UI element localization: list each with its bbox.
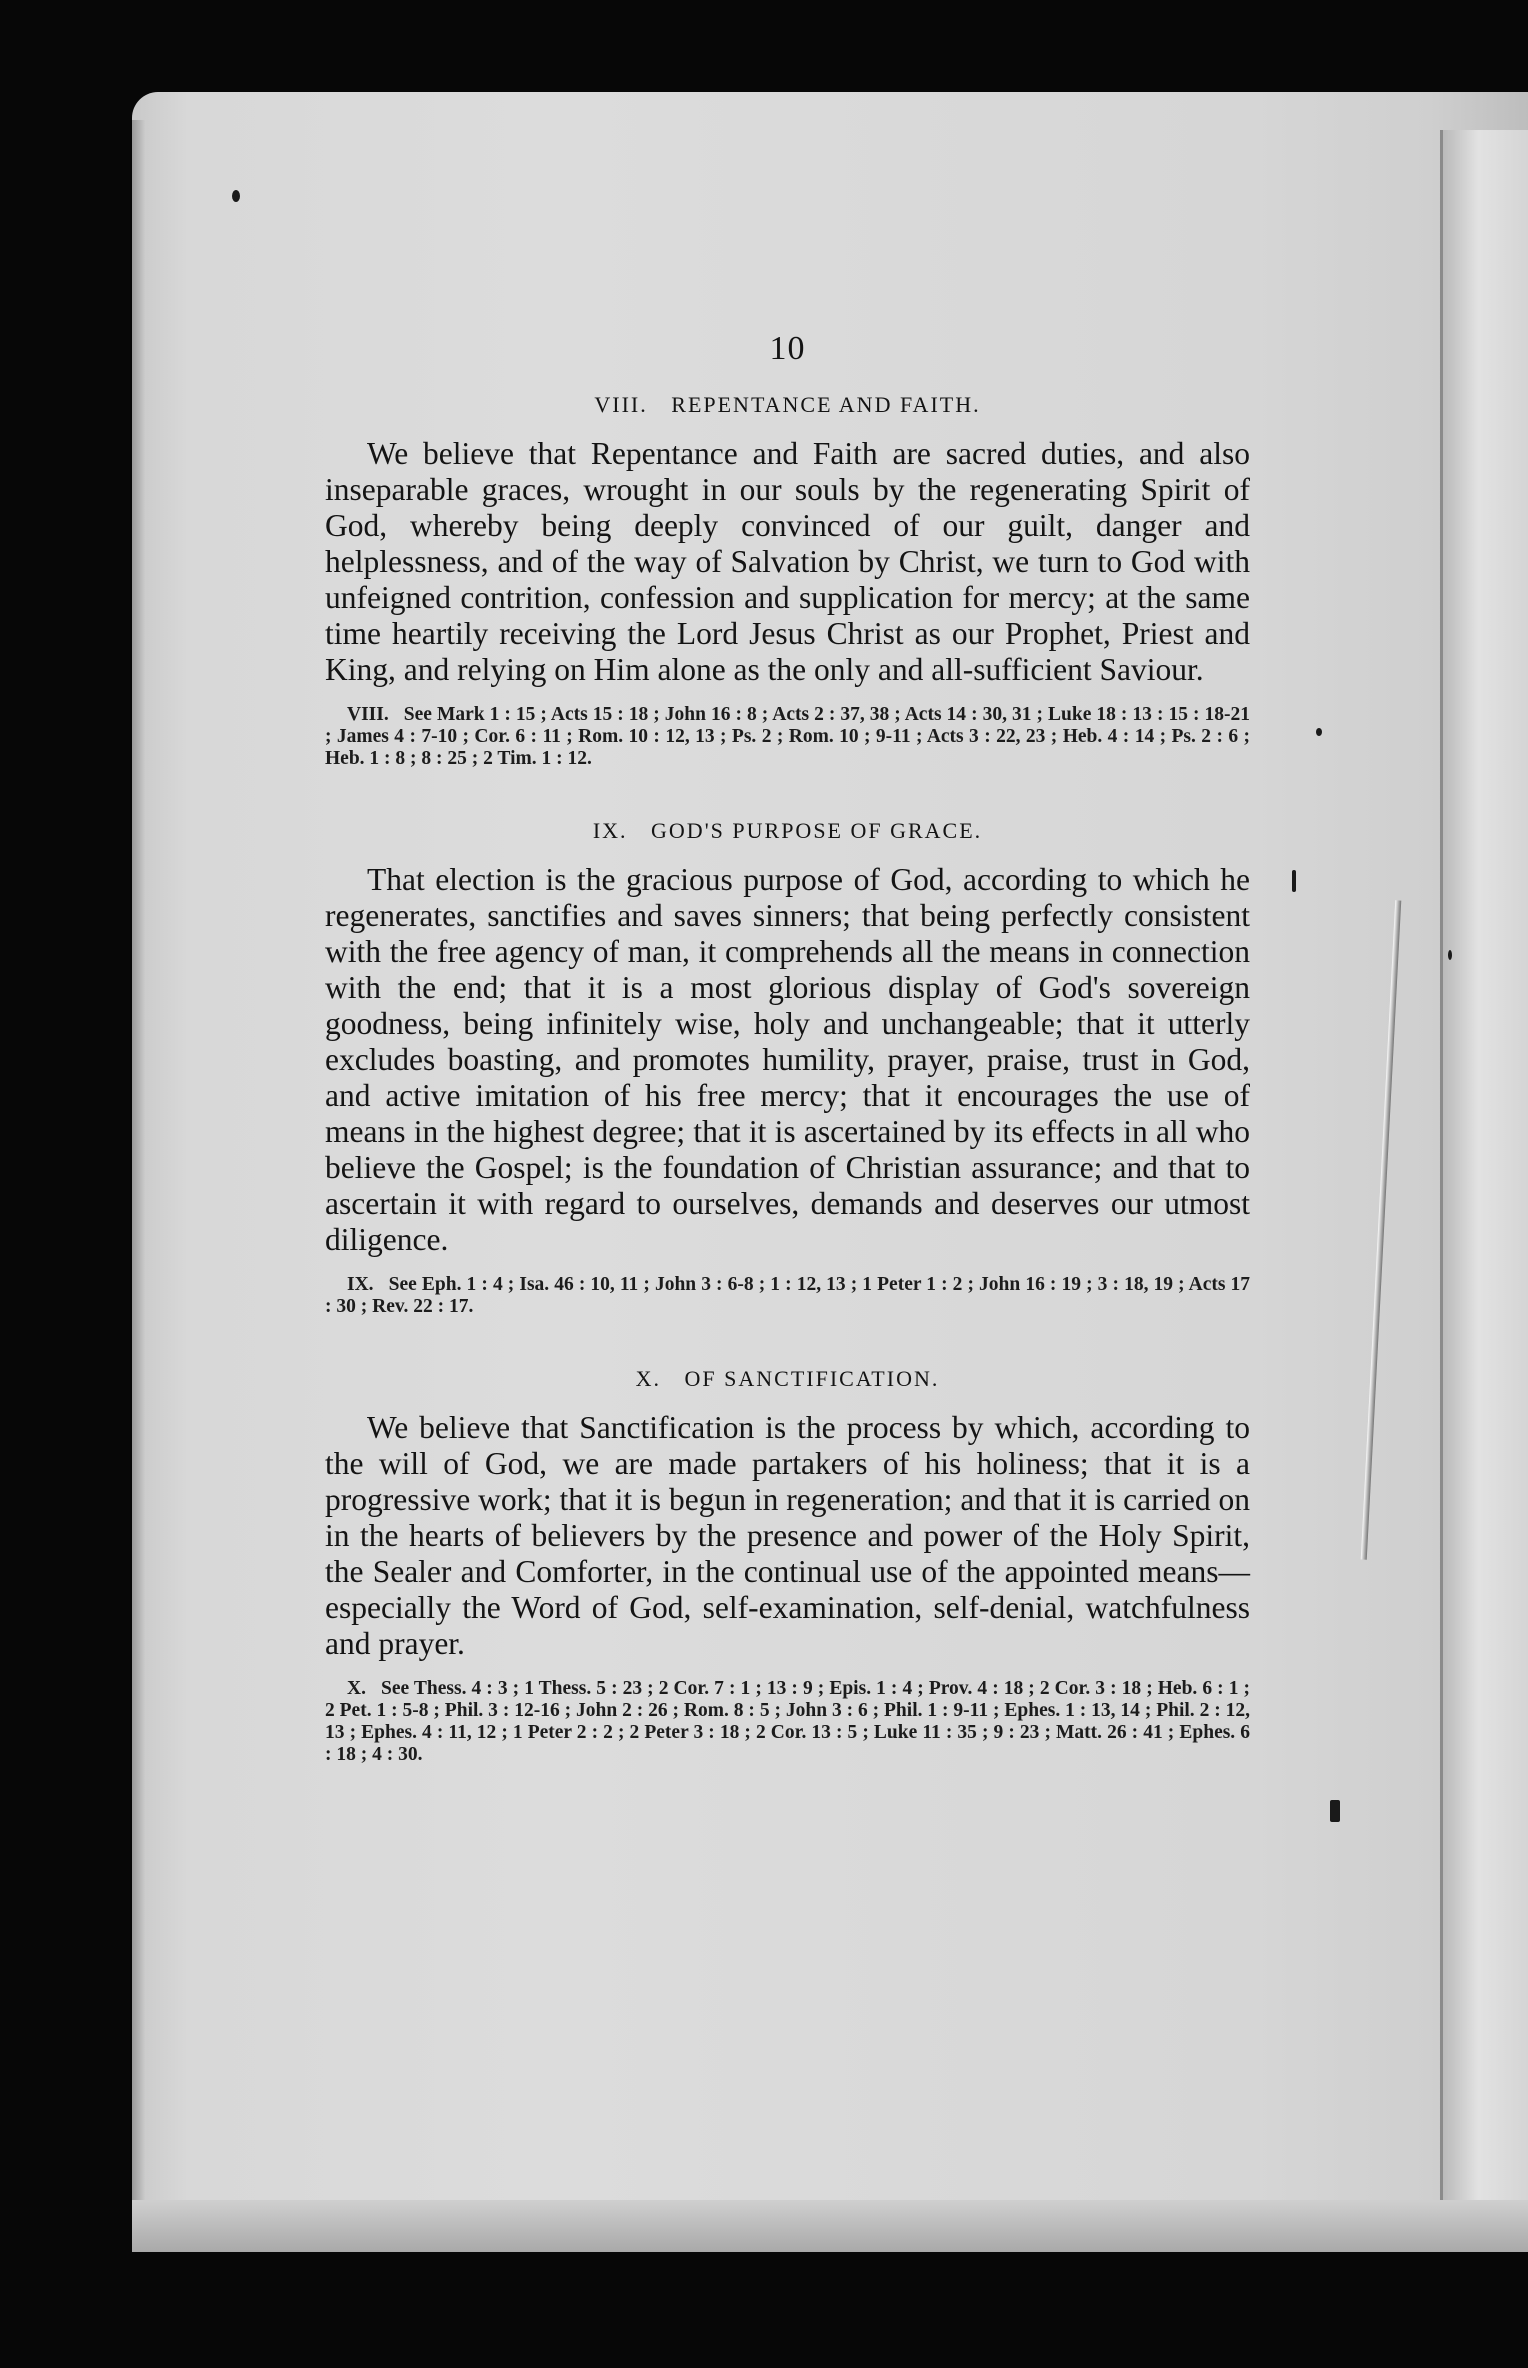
page-text — [325, 330, 1250, 1814]
scripture-references — [325, 1678, 1250, 1766]
page-left-edge — [132, 120, 146, 2230]
references-label: VIII. — [347, 704, 389, 725]
section-heading — [325, 818, 1250, 844]
section-body: We believe that Repentance and Faith are sacred duties, and also inseparable graces, wrought in our souls by the regenerating Spirit of God, whereby being deeply convinced of our guilt, danger and helplessness, and of the way of Salvation by Christ, we turn to God with unfeigned contrition, confession and supplication for mercy; at the same time heartily receiving the Lord Jesus Christ as our Prophet, Priest and King, and relying on Him alone as the only and all-sufficient Saviour. — [325, 436, 1250, 687]
section-heading — [325, 392, 1250, 418]
section-title: GOD'S PURPOSE OF GRACE. — [651, 818, 983, 843]
section-gods-purpose-of-grace — [325, 818, 1250, 1318]
ink-speck — [1330, 1800, 1340, 1822]
ink-speck — [1316, 728, 1322, 736]
page-number: 10 — [769, 330, 806, 367]
section-of-sanctification — [325, 1366, 1250, 1766]
section-numeral: IX. — [592, 818, 628, 843]
scripture-references — [325, 704, 1250, 770]
ink-speck — [232, 190, 240, 202]
section-title: REPENTANCE AND FAITH. — [671, 392, 981, 417]
section-body: That election is the gracious purpose of God, according to which he regenerates, sanctifies and saves sinners; that being perfectly consistent with the free agency of man, it comprehends all the means in connection with the end; that it is a most glorious display of God's sovereign goodness, being infinitely wise, holy and unchangeable; that it utterly excludes boasting, and promotes humility, prayer, praise, trust in God, and active imitation of his free mercy; that it encourages the use of means in the highest degree; that it is ascertained by its effects in all who believe the Gospel; is the foundation of Christian assurance; and that to ascertain it with regard to ourselves, demands and deserves our utmost diligence. — [325, 862, 1250, 1257]
section-body: We believe that Sanctification is the process by which, according to the will of God, we are made partakers of his holiness; that it is a progressive work; that it is begun in regeneration; and that it is carried on in the hearts of believers by the presence and power of the Holy Spirit, the Sealer and Comforter, in the continual use of the appointed means—especially the Word of God, self-examination, self-denial, watchfulness and prayer. — [325, 1410, 1250, 1661]
references-text: See Mark 1 : 15 ; Acts 15 : 18 ; John 16 : 8 ; Acts 2 : 37, 38 ; Acts 14 : 30, 31 ; Luke 18 : 13 : 15 : 18-21 ; James 4 : 7-10 ; Cor. 6 : 11 ; Rom. 10 : 12, 13 ; Ps. 2 ; Rom. 10 ; 9-11 ; Acts 3 : 22, 23 ; Heb. 4 : 14 ; Ps. 2 : 6 ; Heb. 1 : 8 ; 8 : 25 ; 2 Tim. 1 : 12. — [325, 704, 1251, 769]
ink-speck — [1292, 870, 1296, 892]
section-repentance-and-faith — [325, 392, 1250, 770]
ink-speck — [1448, 950, 1452, 960]
references-label: X. — [347, 1678, 366, 1699]
adjacent-page-edge — [1440, 130, 1528, 2250]
scripture-references — [325, 1274, 1250, 1318]
references-label: IX. — [347, 1274, 374, 1295]
references-text: See Thess. 4 : 3 ; 1 Thess. 5 : 23 ; 2 Cor. 7 : 1 ; 13 : 9 ; Epis. 1 : 4 ; Prov. 4 : 18 ; 2 Cor. 3 : 18 ; Heb. 6 : 1 ; 2 Pet. 1 : 5-8 ; Phil. 3 : 12-16 ; John 2 : 26 ; Rom. 8 : 5 ; John 3 : 6 ; Phil. 1 : 9-11 ; Ephes. 1 : 13, 14 ; Phil. 2 : 12, 13 ; Ephes. 4 : 11, 12 ; 1 Peter 2 : 2 ; 2 Peter 3 : 18 ; 2 Cor. 13 : 5 ; Luke 11 : 35 ; 9 : 23 ; Matt. 26 : 41 ; Ephes. 6 : 18 ; 4 : 30. — [325, 1678, 1251, 1765]
references-text: See Eph. 1 : 4 ; Isa. 46 : 10, 11 ; John 3 : 6-8 ; 1 : 12, 13 ; 1 Peter 1 : 2 ; John 16 : 19 ; 3 : 18, 19 ; Acts 17 : 30 ; Rev. 22 : 17. — [325, 1274, 1251, 1317]
section-title: OF SANCTIFICATION. — [684, 1366, 940, 1391]
section-heading — [325, 1366, 1250, 1392]
section-numeral: VIII. — [594, 392, 648, 417]
page-bottom-edge — [132, 2200, 1528, 2252]
section-numeral: X. — [635, 1366, 662, 1391]
